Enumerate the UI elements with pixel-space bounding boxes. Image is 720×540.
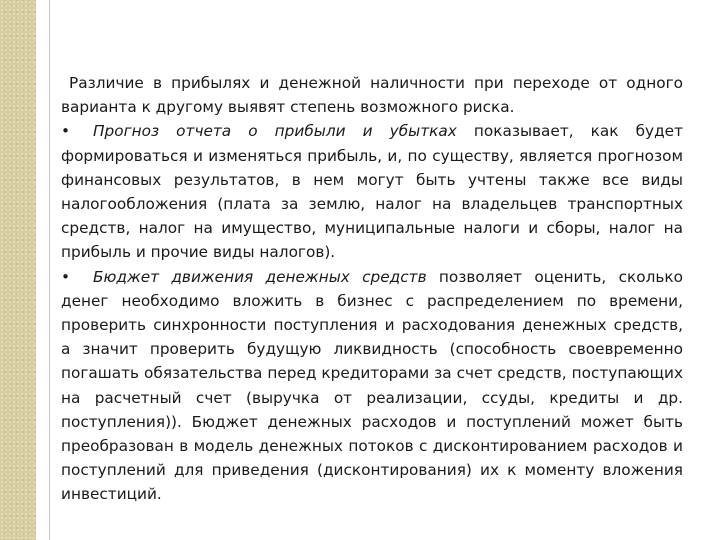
bullet-term-forecast: Прогноз отчета о прибыли и убытках — [93, 122, 457, 141]
bullet-text-forecast: показывает, как будет формироваться и изменяться прибыль, и, по существу, является прогнозом финансовых результатов, в нем могут быть учтены также все виды налогообложения (плата за землю, налог на владельцев транспортных средств, налог на имущество, муниципальные налоги и сборы, налог на прибыль и прочие виды налогов). — [61, 122, 683, 262]
intro-paragraph — [61, 71, 683, 119]
bullet-paragraph-cashflow — [61, 265, 683, 507]
bullet-text-cashflow: позволяет оценить, сколько денег необходимо вложить в бизнес с распределением по времени, проверить синхронности поступления и расходования денежных средств, а значит проверить будущую ликвидность (способность своевременно погашать обязательства перед кредиторами за счет средств, поступающих на расчетный счет (выручка от реализации, ссуды, кредиты и др. поступления)). Бюджет денежных расходов и поступлений может быть преобразован в модель денежных потоков с дисконтированием расходов и поступлений для приведения (дисконтирования) их к моменту вложения инвестиций. — [61, 267, 683, 504]
body-text — [61, 71, 683, 507]
decorative-divider — [49, 0, 50, 540]
bullet-marker: • — [61, 122, 71, 141]
bullet-term-cashflow: Бюджет движения денежных средств — [93, 267, 427, 286]
decorative-side-band — [0, 0, 36, 540]
bullet-marker: • — [61, 267, 71, 286]
intro-text: Различие в прибылях и денежной наличности при переходе от одного варианта к другому выявят степень возможного риска. — [61, 74, 683, 117]
bullet-paragraph-forecast — [61, 119, 683, 264]
